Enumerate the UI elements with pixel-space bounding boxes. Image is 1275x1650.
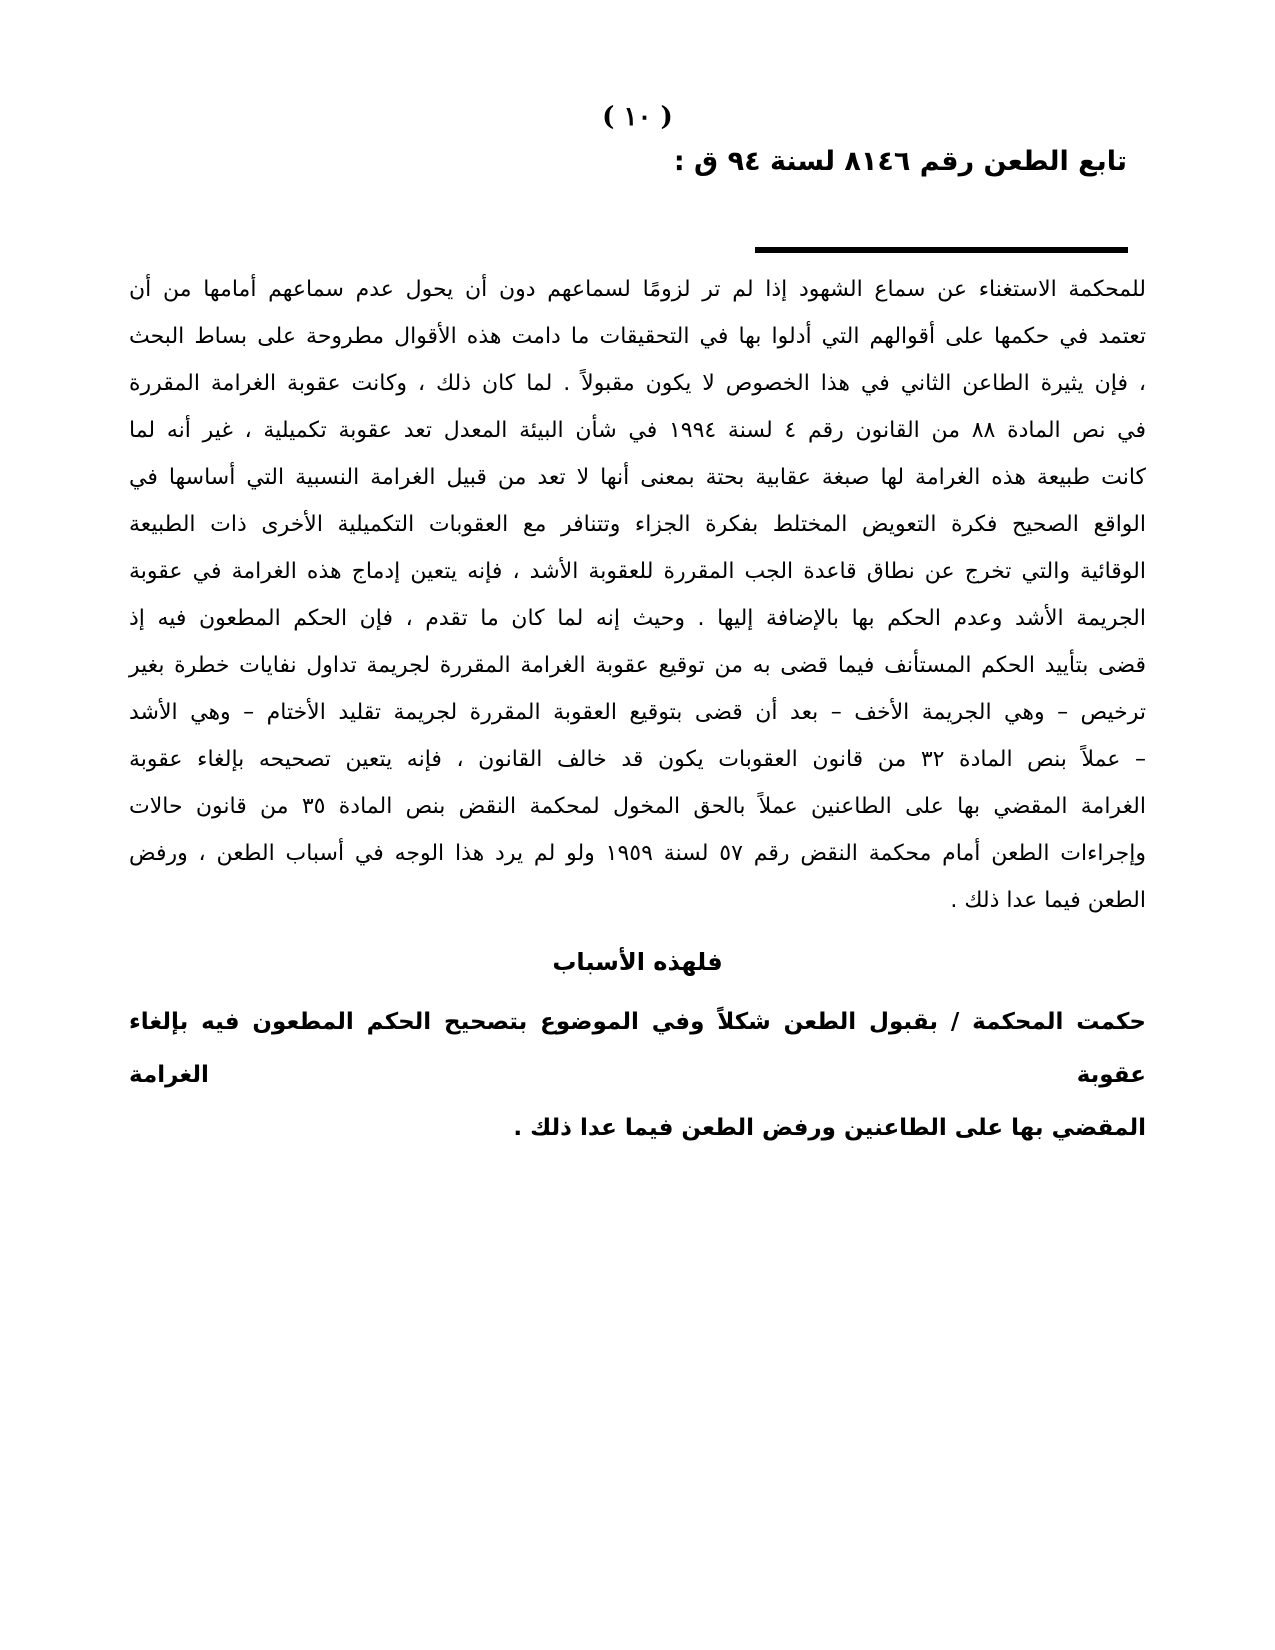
body-line: للمحكمة الاستغناء عن سماع الشهود إذا لم تر لزومًا لسماعهم دون أن يحول عدم سماعهم أمامها من أن — [129, 277, 1146, 302]
judgment-body-paragraph — [129, 266, 1146, 924]
case-header-note: تابع الطعن رقم ٨١٤٦ لسنة ٩٤ ق : — [673, 146, 1127, 177]
body-line: الوقائية والتي تخرج عن نطاق قاعدة الجب المقررة للعقوبة الأشد ، فإنه يتعين إدماج هذه الغرامة في عقوبة — [129, 559, 1146, 584]
verdict-paragraph — [129, 996, 1146, 1155]
body-line: كانت طبيعة هذه الغرامة لها صبغة عقابية بحتة بمعنى أنها لا تعد من قبيل الغرامة النسبية التي أساسها في — [129, 465, 1146, 490]
page-number: ( ١٠ ) — [602, 102, 673, 132]
reasons-heading: فلهذه الأسباب — [552, 948, 723, 976]
body-line: في نص المادة ٨٨ من القانون رقم ٤ لسنة ١٩٩٤ في شأن البيئة المعدل تعد عقوبة تكميلية ، غير أنه لما — [129, 418, 1147, 443]
verdict-line: حكمت المحكمة / بقبول الطعن شكلاً وفي الموضوع بتصحيح الحكم المطعون فيه بإلغاء عقوبة الغرامة — [129, 1009, 1146, 1088]
body-line: الجريمة الأشد وعدم الحكم بها بالإضافة إليها . وحيث إنه لما كان ما تقدم ، فإن الحكم المطعون فيه إذ — [129, 606, 1146, 631]
body-line-last: الطعن فيما عدا ذلك . — [950, 888, 1146, 913]
body-line: الغرامة المقضي بها على الطاعنين عملاً بالحق المخول لمحكمة النقض بنص المادة ٣٥ من قانون حالات — [129, 794, 1147, 819]
body-line: ، فإن يثيرة الطاعن الثاني في هذا الخصوص لا يكون مقبولاً . لما كان ذلك ، وكانت عقوبة الغرامة المقررة — [129, 371, 1146, 396]
body-line: وإجراءات الطعن أمام محكمة النقض رقم ٥٧ لسنة ١٩٥٩ ولو لم يرد هذا الوجه في أسباب الطعن ، ورفض — [129, 841, 1147, 866]
body-line: ترخيص – وهي الجريمة الأخف – بعد أن قضى بتوقيع العقوبة المقررة لجريمة تقليد الأختام – وهي الأشد — [129, 700, 1146, 725]
body-line: قضى بتأييد الحكم المستأنف فيما قضى به من توقيع عقوبة الغرامة المقررة لجريمة تداول نفايات خطرة بغير — [129, 653, 1146, 678]
header-divider-rule — [755, 247, 1128, 253]
body-line: الواقع الصحيح فكرة التعويض المختلط بفكرة الجزاء وتتنافر مع العقوبات التكميلية الأخرى ذات الطبيعة — [129, 512, 1146, 537]
body-line: – عملاً بنص المادة ٣٢ من قانون العقوبات يكون قد خالف القانون ، فإنه يتعين تصحيحه بإلغاء عقوبة — [129, 747, 1146, 772]
verdict-line-last: المقضي بها على الطاعنين ورفض الطعن فيما عدا ذلك . — [513, 1115, 1146, 1141]
body-line: تعتمد في حكمها على أقوالهم التي أدلوا بها في التحقيقات ما دامت هذه الأقوال مطروحة على بساط البحث — [129, 324, 1146, 349]
